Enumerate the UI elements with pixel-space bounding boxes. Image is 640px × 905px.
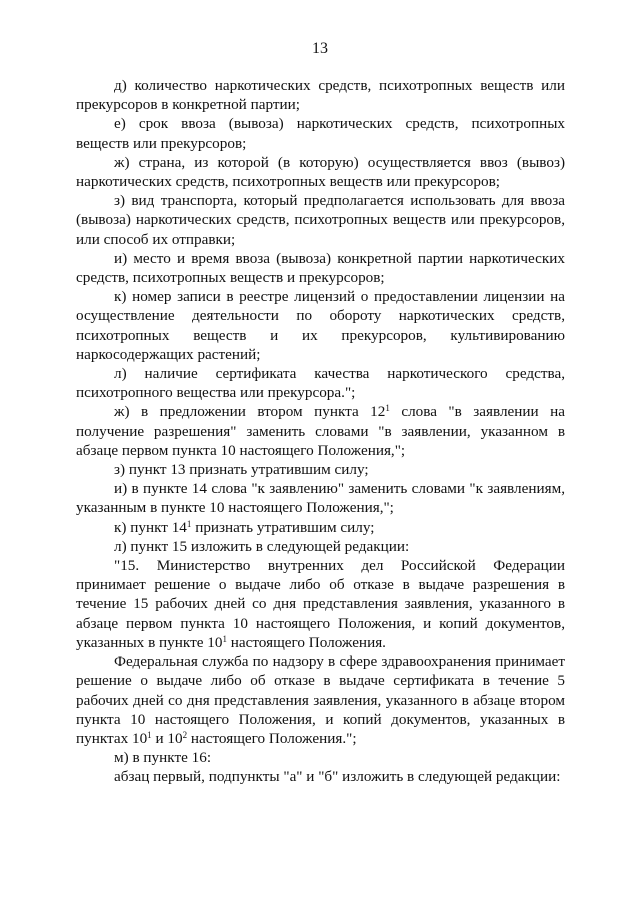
paragraph-text: и 10 <box>151 729 183 747</box>
paragraph <box>76 767 565 786</box>
paragraph-text: к) номер записи в реестре лицензий о предоставлении лицензии на осуществление деятельности по обороту наркотических средств, психотропных веществ и их прекурсоров, культивированию наркосодержащих растений; <box>76 288 565 363</box>
paragraph-text: слова "в заявлении на получение разрешения" заменить словами "в заявлении, указанном в абзаце первом пункта 10 настоящего Положения,"; <box>76 403 565 459</box>
superscript-index: 1 <box>385 403 390 414</box>
paragraph-text: м) в пункте 16: <box>114 749 212 767</box>
superscript-index: 2 <box>182 729 188 740</box>
paragraph <box>76 76 565 114</box>
paragraph <box>76 114 565 152</box>
paragraph <box>76 479 565 517</box>
paragraph-text: признать утратившим силу; <box>191 518 375 536</box>
superscript-index: 1 <box>186 518 192 529</box>
paragraph-text: настоящего Положения. <box>226 633 386 651</box>
paragraph <box>76 191 565 249</box>
paragraph <box>76 287 565 364</box>
paragraph-text: "15. Министерство внутренних дел Российской Федерации принимает решение о выдаче либо об отказе в выдаче разрешения в течение 15 рабочих дней со дня представления заявления, указанного в абзаце первом пункта 10 настоящего Положения, и копий документов, указанных в пункте 10 <box>76 557 565 651</box>
paragraph-text: л) наличие сертификата качества наркотического средства, психотропного вещества или прекурсора."; <box>76 365 565 402</box>
paragraph-text: ж) страна, из которой (в которую) осуществляется ввоз (вывоз) наркотических средств, психотропных веществ или прекурсоров; <box>76 153 565 191</box>
superscript-index: 1 <box>222 633 227 644</box>
paragraph-text: и) в пункте 14 слова "к заявлению" заменить словами "к заявлениям, указанным в пункте 10 настоящего Положения,"; <box>76 480 565 517</box>
paragraph <box>76 402 565 460</box>
paragraph-text: л) пункт 15 изложить в следующей редакции: <box>114 537 410 555</box>
paragraph-text: ж) в предложении втором пункта 12 <box>114 403 386 421</box>
paragraph-text: и) место и время ввоза (вывоза) конкретной партии наркотических средств, психотропных веществ и прекурсоров; <box>76 249 565 287</box>
paragraph <box>76 460 565 479</box>
paragraph-text: Федеральная служба по надзору в сфере здравоохранения принимает решение о выдаче либо об отказе в выдаче сертификата в течение 5 рабочих дней со дня представления заявления, указанного в абзаце втором пункта 10 настоящего Положения, и копий документов, указанных в пунктах 10 <box>76 653 565 747</box>
paragraph-text: е) срок ввоза (вывоза) наркотических средств, психотропных веществ или прекурсоров; <box>76 115 565 152</box>
paragraph <box>76 364 565 402</box>
paragraph <box>76 153 565 191</box>
paragraph-text: настоящего Положения."; <box>187 729 357 747</box>
paragraph-text: абзац первый, подпункты "а" и "б" изложить в следующей редакции: <box>114 768 561 786</box>
document-body <box>76 76 565 787</box>
paragraph <box>76 537 565 556</box>
paragraph-text: д) количество наркотических средств, психотропных веществ или прекурсоров в конкретной партии; <box>76 77 565 114</box>
paragraph-text: з) вид транспорта, который предполагается использовать для ввоза (вывоза) наркотических средств, психотропных веществ или прекурсоров, или способ их отправки; <box>76 192 565 248</box>
paragraph <box>76 518 565 537</box>
superscript-index: 1 <box>147 729 152 740</box>
paragraph-text: з) пункт 13 признать утратившим силу; <box>114 461 369 479</box>
paragraph <box>76 556 565 652</box>
page-number: 13 <box>312 40 328 57</box>
paragraph <box>76 249 565 287</box>
paragraph <box>76 652 565 748</box>
paragraph-text: к) пункт 14 <box>114 518 187 536</box>
paragraph <box>76 748 565 767</box>
